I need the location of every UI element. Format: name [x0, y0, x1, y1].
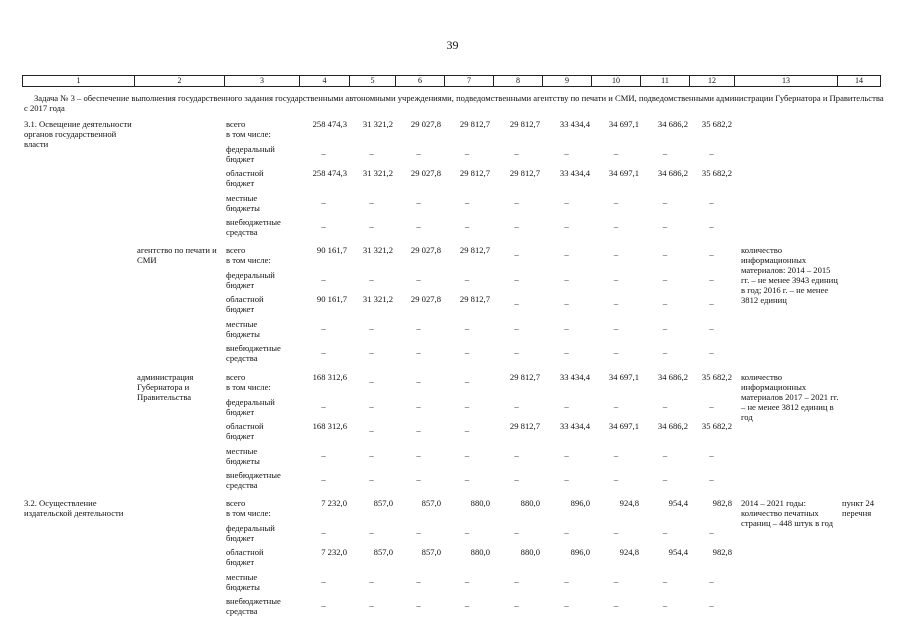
amount-cell: – [514, 273, 519, 284]
table-row [0, 470, 905, 494]
measure-name: 3.2. Осуществление издательской деятельности [24, 498, 124, 518]
table-row [0, 144, 905, 168]
amount-cell: – [416, 147, 421, 158]
amount-cell: – [514, 526, 519, 537]
table-row [0, 547, 905, 571]
executor-name: администрация Губернатора и Правительства [137, 372, 194, 402]
amount-cell: – [321, 400, 326, 411]
column-number-6: 6 [396, 76, 445, 87]
amount-cell: – [416, 449, 421, 460]
amount-cell: – [709, 322, 714, 333]
amount-cell: – [416, 526, 421, 537]
amount-cell: – [464, 273, 470, 284]
amount-cell: 857,0 [373, 547, 393, 557]
amount-cell: – [662, 249, 668, 259]
table-row [0, 446, 905, 470]
funding-source-label: федеральный бюджет [226, 269, 275, 290]
column-number-10: 10 [592, 76, 641, 87]
amount-cell: 31 321,2 [362, 294, 393, 304]
amount-cell: 34 697,1 [608, 119, 639, 129]
amount-cell: – [416, 221, 421, 231]
column-number-header [22, 75, 881, 87]
amount-cell: 31 321,2 [362, 168, 393, 178]
table-row [0, 319, 905, 343]
task-title: Задача № 3 – обеспечение выполнения государственного задания государственными автономными учреждениями, подведомственными агентству по печати и СМИ, подведомственными администрации Губернатора и Правительства с 2017 года [24, 93, 884, 113]
amount-cell: – [564, 449, 569, 460]
amount-cell: – [369, 347, 374, 357]
table-row [0, 245, 905, 269]
amount-cell: 857,0 [421, 498, 441, 508]
amount-cell: 982,8 [712, 498, 732, 508]
amount-cell: – [662, 474, 668, 484]
amount-cell: 34 686,2 [657, 372, 688, 382]
amount-cell: – [514, 249, 519, 259]
amount-cell: 34 686,2 [657, 168, 688, 178]
amount-cell: – [709, 400, 714, 411]
funding-source-label: областной бюджет [226, 168, 264, 188]
amount-cell: – [709, 575, 714, 586]
amount-cell: – [709, 249, 714, 259]
table-row [0, 372, 905, 396]
funding-source-label: всего в том числе: [226, 372, 271, 392]
amount-cell: – [369, 322, 374, 333]
amount-cell: 33 434,4 [559, 372, 590, 382]
funding-source-label: внебюджетные средства [226, 596, 281, 616]
amount-cell: – [321, 196, 326, 207]
amount-cell: – [613, 221, 619, 231]
amount-cell: – [709, 474, 714, 484]
amount-cell: – [416, 196, 421, 207]
funding-source-label: областной бюджет [226, 547, 264, 567]
amount-cell: – [613, 526, 619, 537]
amount-cell: – [514, 474, 519, 484]
amount-cell: – [464, 322, 470, 333]
amount-cell: 29 027,8 [410, 245, 441, 255]
amount-cell: 168 312,6 [312, 372, 347, 382]
amount-cell: – [464, 425, 470, 435]
indicator-text: количество информационных материалов 2017 – 2021 гг. – не менее 3812 единиц в год [741, 372, 839, 422]
amount-cell: – [369, 400, 374, 411]
amount-cell: 34 697,1 [608, 372, 639, 382]
amount-cell: – [564, 298, 569, 308]
amount-cell: 29 027,8 [410, 168, 441, 178]
amount-cell: – [321, 474, 326, 484]
amount-cell: – [662, 347, 668, 357]
amount-cell: – [613, 449, 619, 460]
amount-cell: 880,0 [470, 547, 490, 557]
funding-source-label: федеральный бюджет [226, 396, 275, 417]
amount-cell: – [613, 322, 619, 333]
amount-cell: – [514, 322, 519, 333]
amount-cell: – [514, 298, 519, 308]
amount-cell: – [564, 600, 569, 610]
amount-cell: 29 812,7 [459, 294, 490, 304]
amount-cell: – [321, 221, 326, 231]
amount-cell: – [709, 600, 714, 610]
amount-cell: 896,0 [570, 547, 590, 557]
funding-source-label: внебюджетные средства [226, 217, 281, 237]
funding-source-label: всего в том числе: [226, 498, 271, 518]
amount-cell: – [662, 575, 668, 586]
funding-source-label: местные бюджеты [226, 318, 260, 339]
amount-cell: – [564, 221, 569, 231]
amount-cell: 34 686,2 [657, 421, 688, 431]
amount-cell: 880,0 [470, 498, 490, 508]
amount-cell: 90 161,7 [316, 294, 347, 304]
amount-cell: 7 232,0 [321, 498, 347, 508]
amount-cell: – [662, 221, 668, 231]
amount-cell: – [416, 400, 421, 411]
amount-cell: 7 232,0 [321, 547, 347, 557]
amount-cell: – [464, 221, 470, 231]
amount-cell: – [321, 147, 326, 158]
amount-cell: 29 812,7 [459, 245, 490, 255]
amount-cell: – [709, 221, 714, 231]
amount-cell: – [369, 526, 374, 537]
amount-cell: 29 812,7 [459, 168, 490, 178]
amount-cell: – [416, 600, 421, 610]
amount-cell: 33 434,4 [559, 119, 590, 129]
amount-cell: – [464, 196, 470, 207]
amount-cell: 29 812,7 [509, 168, 540, 178]
amount-cell: – [369, 376, 374, 386]
amount-cell: 29 027,8 [410, 119, 441, 129]
reference-text: пункт 24 перечня [842, 498, 875, 518]
table-row [0, 343, 905, 367]
funding-source-label: федеральный бюджет [226, 143, 275, 164]
amount-cell: – [662, 400, 668, 411]
amount-cell: 31 321,2 [362, 119, 393, 129]
funding-source-label: местные бюджеты [226, 445, 260, 466]
amount-cell: – [464, 526, 470, 537]
amount-cell: – [613, 196, 619, 207]
amount-cell: 258 474,3 [312, 119, 347, 129]
amount-cell: – [369, 425, 374, 435]
amount-cell: – [564, 347, 569, 357]
amount-cell: – [613, 575, 619, 586]
amount-cell: – [564, 400, 569, 411]
column-number-5: 5 [350, 76, 396, 87]
amount-cell: 33 434,4 [559, 168, 590, 178]
table-row [0, 596, 905, 620]
amount-cell: – [321, 575, 326, 586]
amount-cell: – [564, 273, 569, 284]
amount-cell: – [709, 273, 714, 284]
amount-cell: 35 682,2 [701, 421, 732, 431]
amount-cell: – [564, 575, 569, 586]
amount-cell: – [321, 322, 326, 333]
amount-cell: – [709, 298, 714, 308]
amount-cell: 34 697,1 [608, 168, 639, 178]
table-row [0, 294, 905, 318]
amount-cell: – [564, 474, 569, 484]
amount-cell: – [564, 322, 569, 333]
amount-cell: – [464, 449, 470, 460]
amount-cell: – [416, 347, 421, 357]
table-row [0, 523, 905, 547]
amount-cell: – [662, 526, 668, 537]
amount-cell: – [662, 273, 668, 284]
amount-cell: 924,8 [619, 547, 639, 557]
amount-cell: 880,0 [520, 547, 540, 557]
column-number-13: 13 [735, 76, 838, 87]
amount-cell: – [662, 147, 668, 158]
amount-cell: – [369, 221, 374, 231]
table-row [0, 270, 905, 294]
column-number-9: 9 [543, 76, 592, 87]
amount-cell: 29 812,7 [459, 119, 490, 129]
funding-source-label: всего в том числе: [226, 119, 271, 139]
amount-cell: – [613, 249, 619, 259]
amount-cell: – [514, 575, 519, 586]
amount-cell: – [321, 347, 326, 357]
funding-source-label: внебюджетные средства [226, 343, 281, 363]
amount-cell: – [416, 376, 421, 386]
amount-cell: – [416, 273, 421, 284]
amount-cell: – [613, 273, 619, 284]
amount-cell: – [613, 400, 619, 411]
amount-cell: 35 682,2 [701, 168, 732, 178]
amount-cell: – [514, 147, 519, 158]
table-row [0, 193, 905, 217]
amount-cell: – [564, 147, 569, 158]
column-number-8: 8 [494, 76, 543, 87]
amount-cell: 34 686,2 [657, 119, 688, 129]
amount-cell: 29 812,7 [509, 372, 540, 382]
amount-cell: – [662, 449, 668, 460]
table-row [0, 397, 905, 421]
amount-cell: – [662, 298, 668, 308]
amount-cell: – [613, 600, 619, 610]
amount-cell: – [613, 474, 619, 484]
amount-cell: – [464, 147, 470, 158]
amount-cell: 29 027,8 [410, 294, 441, 304]
table-row [0, 572, 905, 596]
amount-cell: – [369, 474, 374, 484]
amount-cell: 29 812,7 [509, 119, 540, 129]
amount-cell: – [564, 526, 569, 537]
table-row [0, 168, 905, 192]
amount-cell: 258 474,3 [312, 168, 347, 178]
amount-cell: – [321, 449, 326, 460]
table-row [0, 421, 905, 445]
amount-cell: 924,8 [619, 498, 639, 508]
amount-cell: 880,0 [520, 498, 540, 508]
amount-cell: – [514, 449, 519, 460]
amount-cell: 982,8 [712, 547, 732, 557]
executor-name: агентство по печати и СМИ [137, 245, 217, 265]
funding-source-label: областной бюджет [226, 421, 264, 441]
amount-cell: 954,4 [668, 547, 688, 557]
amount-cell: 31 321,2 [362, 245, 393, 255]
funding-source-label: всего в том числе: [226, 245, 271, 265]
amount-cell: – [369, 147, 374, 158]
amount-cell: – [514, 347, 519, 357]
amount-cell: 34 697,1 [608, 421, 639, 431]
amount-cell: – [464, 575, 470, 586]
column-number-1: 1 [23, 76, 135, 87]
column-number-7: 7 [445, 76, 494, 87]
amount-cell: 29 812,7 [509, 421, 540, 431]
table-row [0, 498, 905, 522]
funding-source-label: областной бюджет [226, 294, 264, 314]
amount-cell: – [564, 249, 569, 259]
amount-cell: – [709, 147, 714, 158]
amount-cell: – [369, 273, 374, 284]
measure-name: 3.1. Освещение деятельности органов государственной власти [24, 119, 132, 149]
amount-cell: 896,0 [570, 498, 590, 508]
amount-cell: – [514, 600, 519, 610]
funding-source-label: местные бюджеты [226, 571, 260, 592]
amount-cell: – [514, 221, 519, 231]
column-number-4: 4 [300, 76, 350, 87]
column-number-12: 12 [690, 76, 735, 87]
amount-cell: – [514, 400, 519, 411]
amount-cell: – [514, 196, 519, 207]
amount-cell: – [464, 600, 470, 610]
amount-cell: 33 434,4 [559, 421, 590, 431]
amount-cell: – [464, 400, 470, 411]
amount-cell: – [662, 322, 668, 333]
amount-cell: – [464, 347, 470, 357]
funding-source-label: внебюджетные средства [226, 470, 281, 490]
table-row [0, 119, 905, 143]
amount-cell: 90 161,7 [316, 245, 347, 255]
amount-cell: – [709, 347, 714, 357]
amount-cell: – [416, 575, 421, 586]
funding-source-label: местные бюджеты [226, 192, 260, 213]
amount-cell: – [464, 376, 470, 386]
amount-cell: – [369, 600, 374, 610]
amount-cell: 168 312,6 [312, 421, 347, 431]
amount-cell: – [416, 474, 421, 484]
amount-cell: – [662, 196, 668, 207]
amount-cell: – [709, 449, 714, 460]
column-number-2: 2 [135, 76, 225, 87]
amount-cell: – [613, 298, 619, 308]
amount-cell: – [709, 196, 714, 207]
funding-source-label: федеральный бюджет [226, 522, 275, 543]
amount-cell: – [613, 147, 619, 158]
amount-cell: – [321, 526, 326, 537]
amount-cell: 35 682,2 [701, 372, 732, 382]
amount-cell: – [662, 600, 668, 610]
amount-cell: – [613, 347, 619, 357]
amount-cell: – [321, 600, 326, 610]
amount-cell: 35 682,2 [701, 119, 732, 129]
amount-cell: – [369, 575, 374, 586]
column-number-3: 3 [225, 76, 300, 87]
amount-cell: – [416, 322, 421, 333]
amount-cell: 954,4 [668, 498, 688, 508]
page-number: 39 [446, 38, 459, 52]
column-number-11: 11 [641, 76, 690, 87]
indicator-text: 2014 – 2021 годы: количество печатных страниц – 448 штук в год [741, 498, 834, 528]
indicator-text: количество информационных материалов: 2014 – 2015 гг. – не менее 3943 единиц в год; 2016 г. – не менее 3812 единиц [741, 245, 838, 305]
amount-cell: 857,0 [373, 498, 393, 508]
amount-cell: – [464, 474, 470, 484]
amount-cell: 857,0 [421, 547, 441, 557]
amount-cell: – [416, 425, 421, 435]
table-row [0, 217, 905, 241]
amount-cell: – [369, 196, 374, 207]
amount-cell: – [369, 449, 374, 460]
amount-cell: – [709, 526, 714, 537]
column-number-14: 14 [838, 76, 881, 87]
amount-cell: – [564, 196, 569, 207]
amount-cell: – [321, 273, 326, 284]
